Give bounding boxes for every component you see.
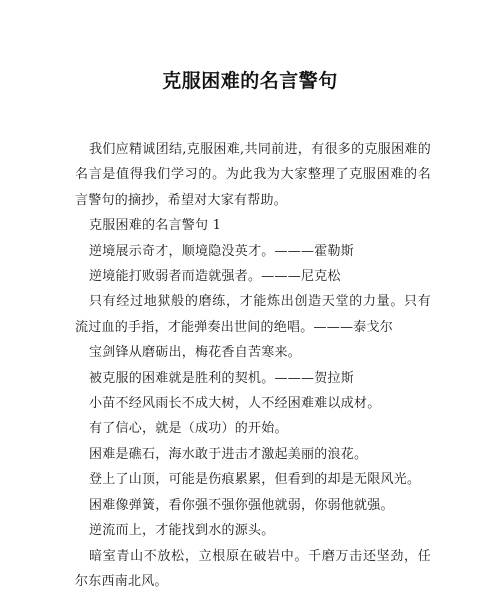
section-heading: 克服困难的名言警句 1 <box>75 213 431 238</box>
quote-paragraph: 只有经过地狱般的磨练，才能炼出创造天堂的力量。只有流过血的手指，才能弹奏出世间的绝唱。———泰戈尔 <box>75 289 431 340</box>
quote-paragraph: 有了信心，就是（成功）的开始。 <box>75 416 431 441</box>
quote-paragraph: 逆流而上，才能找到水的源头。 <box>75 518 431 543</box>
quote-paragraph: 逆境展示奇才，顺境隐没英才。———霍勒斯 <box>75 239 431 264</box>
quote-paragraph: 宝剑锋从磨砺出，梅花香自苦寒来。 <box>75 340 431 365</box>
quote-paragraph: 小苗不经风雨长不成大树，人不经困难难以成材。 <box>75 391 431 416</box>
intro-paragraph: 我们应精诚团结,克服困难,共同前进，有很多的克服困难的名言是值得我们学习的。为此我为大家整理了克服困难的名言警句的摘抄，希望对大家有帮助。 <box>75 137 431 213</box>
quote-paragraph: 被克服的困难就是胜利的契机。———贺拉斯 <box>75 366 431 391</box>
quote-paragraph: 困难像弹簧，看你强不强你强他就弱，你弱他就强。 <box>75 493 431 518</box>
document-title: 克服困难的名言警句 <box>0 66 500 93</box>
document-body <box>75 137 431 594</box>
quote-paragraph: 逆境能打败弱者而造就强者。———尼克松 <box>75 264 431 289</box>
quote-paragraph: 困难是礁石，海水敢于进击才激起美丽的浪花。 <box>75 442 431 467</box>
quote-paragraph: 暗室青山不放松，立根原在破岩中。千磨万击还坚劲，任尔东西南北风。 <box>75 544 431 594</box>
quote-paragraph: 登上了山顶，可能是伤痕累累，但看到的却是无限风光。 <box>75 467 431 492</box>
